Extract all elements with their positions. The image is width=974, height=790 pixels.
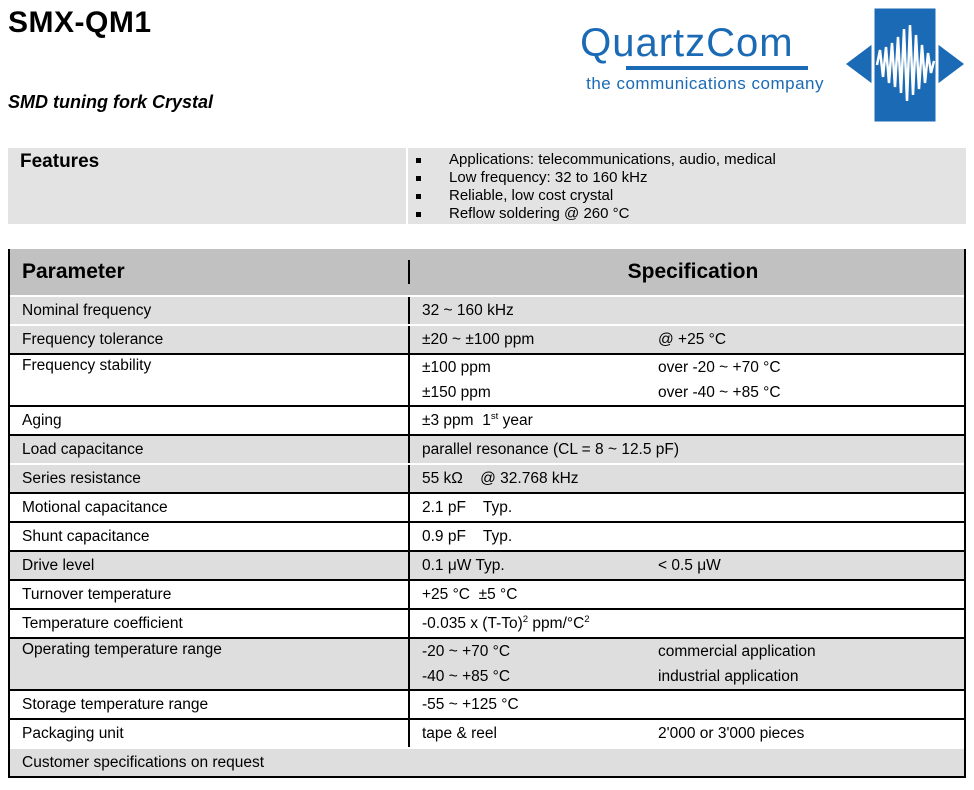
features-section bbox=[8, 148, 966, 224]
table-header-row bbox=[10, 249, 964, 297]
specification-table bbox=[8, 249, 966, 778]
waveform-diamond-icon bbox=[846, 5, 964, 130]
table-footer-row: Customer specifications on request bbox=[10, 749, 964, 776]
table-row bbox=[10, 639, 964, 691]
specification-cell: parallel resonance (CL = 8 ~ 12.5 pF) bbox=[408, 436, 964, 463]
specification-cell: ±100 ppm over -20 ~ +70 °C ±150 ppm over -40 ~ +85 °C bbox=[408, 355, 964, 405]
parameter-cell: Turnover temperature bbox=[22, 585, 172, 603]
specification-header: Specification bbox=[408, 260, 964, 284]
bullet-icon bbox=[416, 194, 421, 199]
parameter-cell: Temperature coefficient bbox=[22, 614, 183, 632]
specification-cell: -55 ~ +125 °C bbox=[408, 691, 964, 718]
table-row bbox=[10, 355, 964, 407]
table-row bbox=[10, 326, 964, 355]
specification-cell: -20 ~ +70 °C commercial application -40 ~ +85 °C industrial application bbox=[408, 639, 964, 689]
parameter-cell: Shunt capacitance bbox=[22, 527, 150, 545]
page-title: SMX-QM1 bbox=[8, 6, 152, 39]
page-header bbox=[0, 0, 974, 148]
parameter-cell: Frequency stability bbox=[22, 357, 152, 374]
features-label: Features bbox=[20, 151, 100, 172]
logo-tagline: the communications company bbox=[586, 74, 824, 93]
table-row bbox=[10, 581, 964, 610]
bullet-icon bbox=[416, 158, 421, 163]
parameter-cell: Nominal frequency bbox=[22, 301, 152, 319]
parameter-cell: Storage temperature range bbox=[22, 695, 209, 713]
table-row bbox=[10, 297, 964, 326]
specification-cell: 32 ~ 160 kHz bbox=[408, 297, 964, 324]
table-row bbox=[10, 436, 964, 465]
feature-item: Low frequency: 32 to 160 kHz bbox=[408, 169, 966, 187]
parameter-header: Parameter bbox=[22, 260, 125, 283]
features-list bbox=[406, 148, 966, 224]
table-row bbox=[10, 610, 964, 639]
table-row bbox=[10, 407, 964, 436]
logo-text-block bbox=[580, 23, 824, 94]
parameter-cell: Motional capacitance bbox=[22, 498, 168, 516]
table-row bbox=[10, 720, 964, 749]
logo-underline bbox=[626, 66, 808, 70]
specification-cell: ±20 ~ ±100 ppm @ +25 °C bbox=[408, 326, 964, 353]
table-row bbox=[10, 494, 964, 523]
feature-item: Applications: telecommunications, audio, medical bbox=[408, 151, 966, 169]
parameter-cell: Drive level bbox=[22, 556, 95, 574]
specification-cell: tape & reel 2'000 or 3'000 pieces bbox=[408, 720, 964, 747]
parameter-cell: Frequency tolerance bbox=[22, 330, 164, 348]
specification-cell: 2.1 pF Typ. bbox=[408, 494, 964, 521]
table-row bbox=[10, 523, 964, 552]
parameter-cell: Load capacitance bbox=[22, 440, 144, 458]
specification-cell: 55 kΩ @ 32.768 kHz bbox=[408, 465, 964, 492]
features-label-cell bbox=[8, 148, 406, 224]
bullet-icon bbox=[416, 212, 421, 217]
table-row bbox=[10, 465, 964, 494]
specification-cell: 0.9 pF Typ. bbox=[408, 523, 964, 550]
feature-item: Reliable, low cost crystal bbox=[408, 187, 966, 205]
table-row bbox=[10, 691, 964, 720]
company-logo bbox=[580, 5, 964, 130]
specification-cell: ±3 ppm 1st year bbox=[408, 407, 964, 434]
specification-cell: +25 °C ±5 °C bbox=[408, 581, 964, 608]
feature-item: Reflow soldering @ 260 °C bbox=[408, 205, 966, 223]
parameter-cell: Series resistance bbox=[22, 469, 141, 487]
specification-cell: -0.035 x $(T-To)^2$ ppm/$^\circ C^2$ bbox=[408, 610, 964, 637]
parameter-cell: Operating temperature range bbox=[22, 641, 222, 658]
page-subtitle: SMD tuning fork Crystal bbox=[8, 92, 214, 112]
parameter-cell: Packaging unit bbox=[22, 724, 124, 742]
table-row bbox=[10, 552, 964, 581]
bullet-icon bbox=[416, 176, 421, 181]
specification-cell: 0.1 μW Typ. < 0.5 μW bbox=[408, 552, 964, 579]
logo-company-name: QuartzCom bbox=[580, 21, 794, 65]
parameter-cell: Aging bbox=[22, 411, 62, 429]
